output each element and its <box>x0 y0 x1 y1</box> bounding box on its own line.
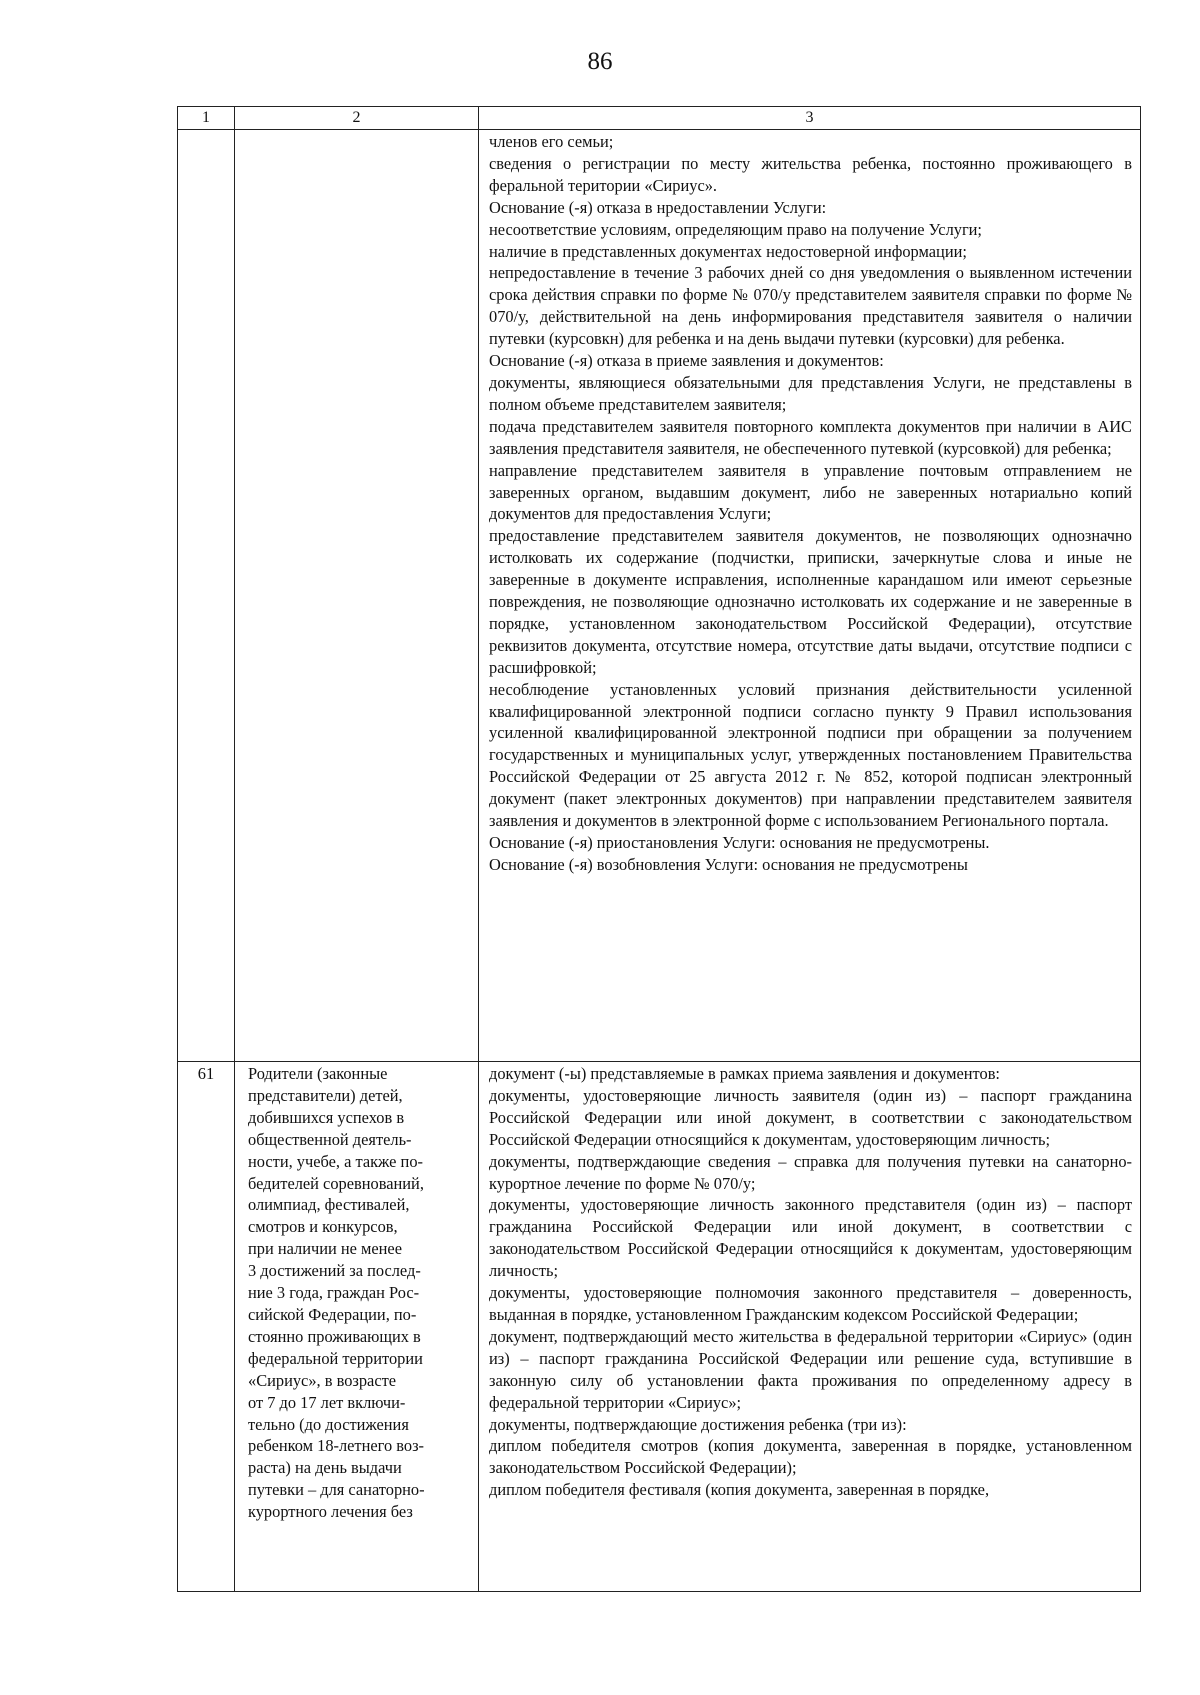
paragraph: непредоставление в течение 3 рабочих дней со дня уведомления о выявленном истечении срока действия справки по форме № 070/у представителем заявителя справки по форме № 070/у, действительной на день информирования представителя заявителя о наличии путевки (курсовкн) для ребенка и на день выдачи путевки (курсовки) для ребенка. <box>489 263 1132 349</box>
row-number-cell: 61 <box>178 1062 235 1592</box>
paragraph: несоответствие условиям, определяющим право на получение Услуги; <box>489 219 982 239</box>
paragraph: документы, удостоверяющие личность заявителя (один из) – паспорт гражданина Российской Федерации или иной документ, в соответствии с законодательством Российской Федерации относящийся к документам, удостоверяющим личность; <box>489 1085 1132 1149</box>
text-line: сийской Федерации, по- <box>248 1304 417 1324</box>
text-line: федеральной территории <box>248 1348 423 1368</box>
paragraph: документ (-ы) представляемые в рамках приема заявления и документов: <box>489 1064 1000 1083</box>
text-line: стоянно проживающих в <box>248 1326 421 1346</box>
text-line: ние 3 года, граждан Рос- <box>248 1283 420 1303</box>
table-row <box>178 1062 1141 1592</box>
paragraph: подача представителем заявителя повторного комплекта документов при наличии в АИС заявления представителя заявителя, не обеспеченного путевкой (курсовкой) для ребенка; <box>489 416 1132 458</box>
paragraph: диплом победителя смотров (копия документа, заверенная в порядке, установленном законодательством Российской Федерации); <box>489 1436 1132 1478</box>
header-col-1: 1 <box>178 107 235 130</box>
text-line: олимпиад, фестивалей, <box>248 1195 410 1215</box>
recipient-category-cell <box>235 1062 479 1592</box>
paragraph: документы, подтверждающие достижения ребенка (три из): <box>489 1414 907 1434</box>
paragraph: диплом победителя фестиваля (копия документа, заверенная в порядке, <box>489 1480 990 1500</box>
text-line: курортного лечения без <box>248 1502 413 1522</box>
header-col-2: 2 <box>235 107 479 130</box>
paragraph: членов его семьи; <box>489 132 614 151</box>
paragraph: сведения о регистрации по месту жительства ребенка, постоянно проживающего в феральной територии «Сириус». <box>489 153 1132 195</box>
paragraph: Основание (-я) отказа в нредоставлении Услуги: <box>489 197 827 217</box>
paragraph: несоблюдение установленных условий признания действительности усиленной квалифицированной электронной подписи согласно пункту 9 Правил использования усиленной квалифицированной электронной подписи при обращении за получением государственных и муниципальных услуг, утвержденных постановлением Правительства Российской Федерации от 25 августа 2012 г. № 852, которой подписан электронный документ (пакет электронных документов) при направлении представителем заявителя заявления и документов в электронной форме с использованием Регионального портала. <box>489 679 1132 831</box>
text-line: при наличии не менее <box>248 1239 402 1259</box>
conditions-cell <box>479 130 1141 1062</box>
row-number-cell <box>178 130 235 1062</box>
paragraph: документ, подтверждающий место жительства в федеральной территории «Сириус» (один из) – паспорт гражданина Российской Федерации или решение суда, вступившие в законную силу об установлении факта проживания по определенному адресу в федеральной территории «Сириус»; <box>489 1326 1132 1412</box>
documents-cell <box>479 1062 1141 1592</box>
paragraph: направление представителем заявителя в управление почтовым отправлением не заверенных органом, выдавшим документ, либо не заверенных нотариально копий документов для предоставления Услуги; <box>489 460 1132 524</box>
paragraph: наличие в представленных документах недостоверной информации; <box>489 241 967 261</box>
paragraph: Основание (-я) приостановления Услуги: основания не предусмотрены. <box>489 833 990 852</box>
text-line: путевки – для санаторно- <box>248 1480 425 1500</box>
text-line: раста) на день выдачи <box>248 1458 402 1478</box>
text-line: добившихся успехов в <box>248 1107 405 1127</box>
text-line: «Сириус», в возрасте <box>248 1370 397 1390</box>
text-line: тельно (до достижения <box>248 1414 409 1434</box>
text-line: 3 достижений за послед- <box>248 1261 421 1281</box>
paragraph: Основание (-я) отказа в приеме заявления и документов: <box>489 351 884 371</box>
text-line: ности, учебе, а также по- <box>248 1151 423 1171</box>
text-line: смотров и конкурсов, <box>248 1217 398 1237</box>
text-line: бедителей соревнований, <box>248 1173 424 1193</box>
paragraph: Основание (-я) возобновления Услуги: основания не предусмотрены <box>489 854 968 874</box>
paragraph: документы, подтверждающие сведения – справка для получения путевки на санаторно-курортное лечение по форме № 070/у; <box>489 1151 1132 1193</box>
paragraph: документы, удостоверяющие полномочия законного представителя – доверенность, выданная в порядке, установленном Гражданским кодексом Российской Федерации; <box>489 1283 1132 1324</box>
text-line: ребенком 18-летнего воз- <box>248 1436 424 1456</box>
table-header-row <box>178 107 1141 130</box>
page-number: 86 <box>587 48 613 75</box>
text-line: общественной деятель- <box>248 1129 412 1149</box>
text-line: Родители (законные <box>248 1064 388 1083</box>
document-table <box>177 106 1141 1592</box>
recipient-category-cell <box>235 130 479 1062</box>
text-line: представители) детей, <box>248 1085 403 1105</box>
header-col-3: 3 <box>479 107 1141 130</box>
paragraph: предоставление представителем заявителя документов, не позволяющих однозначно истолковать их содержание (подчистки, приписки, зачеркнутые слова и иные не заверенные в документе исправления, исполненные карандашом или имеют серьезные повреждения, не позволяющие однозначно истолковать их содержание и не заверенные в порядке, установленном законодательством Российской Федерации), отсутствие реквизитов документа, отсутствие номера, отсутствие даты выдачи, отсутствие подписи с расшифровкой; <box>489 526 1132 677</box>
paragraph: документы, удостоверяющие личность законного представителя (один из) – паспорт гражданина Российской Федерации или иной документ, в соответствии с законодательством Российской Федерации относящийся к документам, удостоверяющим личность; <box>489 1195 1132 1281</box>
paragraph: документы, являющиеся обязательными для представления Услуги, не представлены в полном объеме представителем заявителя; <box>489 372 1132 414</box>
text-line: от 7 до 17 лет включи- <box>248 1392 406 1412</box>
table-row <box>178 130 1141 1062</box>
